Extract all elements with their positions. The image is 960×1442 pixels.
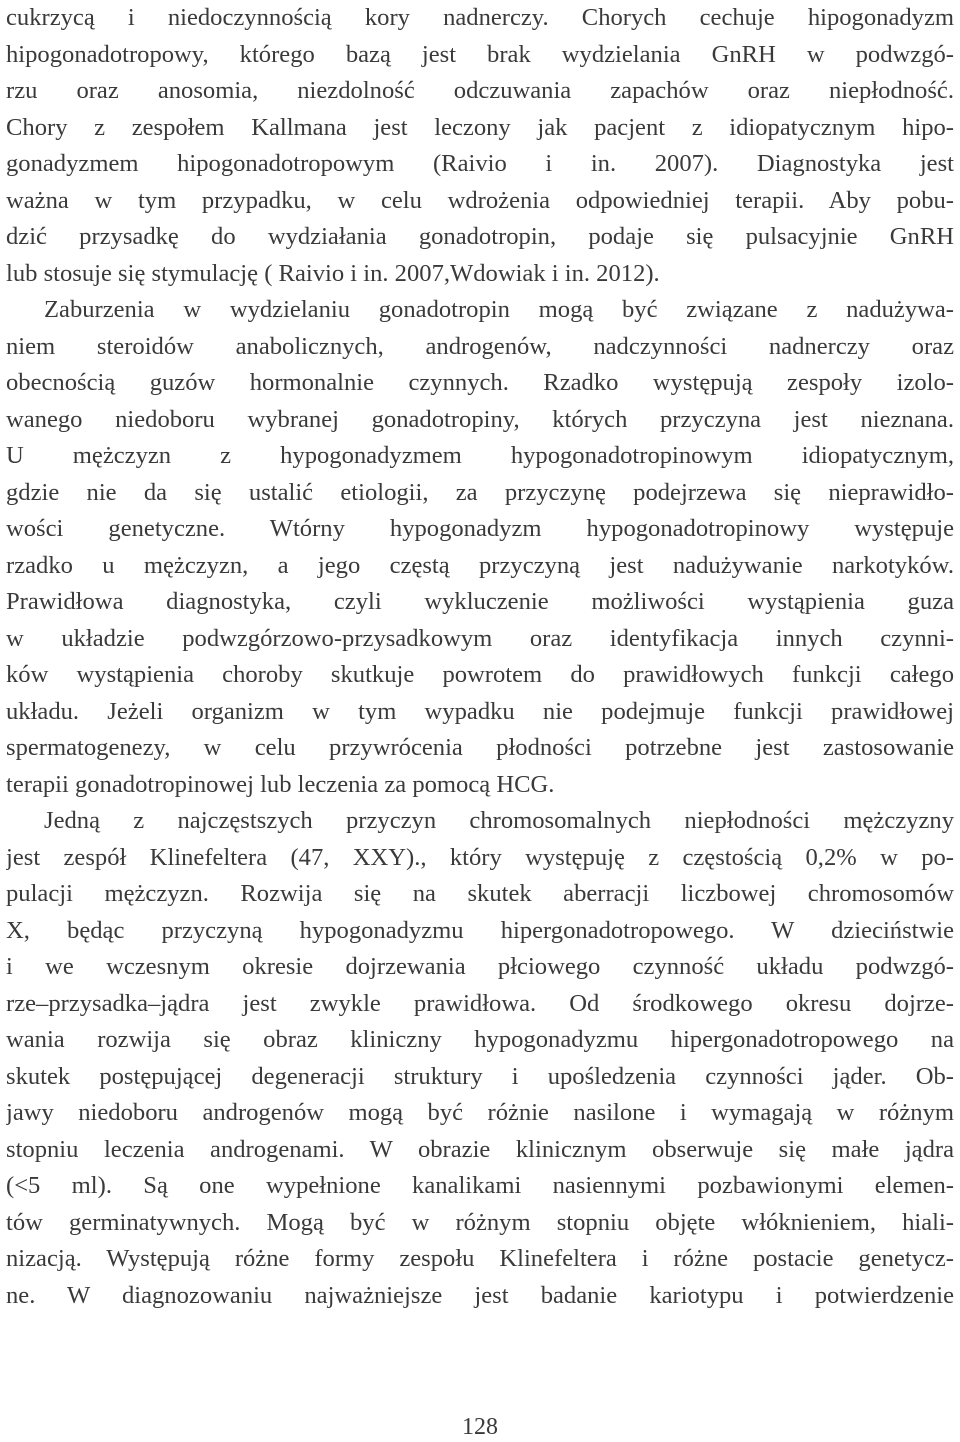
text-line: lub stosuje się stymulację ( Raivio i in. 2007,Wdowiak i in. 2012).: [6, 259, 660, 287]
text-line: wania rozwija się obraz kliniczny hypogonadyzmu hipergonadotropowego na: [6, 1026, 954, 1053]
text-line: pulacji mężczyzn. Rozwija się na skutek aberracji liczbowej chromosomów: [6, 880, 954, 907]
text-line: Jedną z najczęstszych przyczyn chromosomalnych niepłodności mężczyzny: [44, 807, 954, 834]
text-line: cukrzycą i niedoczynnością kory nadnerczy. Chorych cechuje hipogonadyzm: [6, 4, 954, 31]
text-line: obecnością guzów hormonalnie czynnych. Rzadko występują zespoły izolo-: [6, 369, 954, 396]
text-line: spermatogenezy, w celu przywrócenia płodności potrzebne jest zastosowanie: [6, 734, 954, 761]
text-line: rze–przysadka–jądra jest zwykle prawidłowa. Od środkowego okresu dojrze-: [6, 989, 954, 1017]
body-text: [6, 0, 954, 1314]
text-line: X, będąc przyczyną hypogonadyzmu hipergonadotropowego. W dzieciństwie: [6, 916, 954, 944]
text-line: terapii gonadotropinowej lub leczenia za pomocą HCG.: [6, 770, 555, 798]
text-line: i we wczesnym okresie dojrzewania płciowego czynność układu podwzgó-: [6, 953, 954, 980]
text-line: niem steroidów anabolicznych, androgenów, nadczynności nadnerczy oraz: [6, 332, 954, 360]
text-line: ważna w tym przypadku, w celu wdrożenia odpowiedniej terapii. Aby pobu-: [6, 186, 954, 214]
text-line: gdzie nie da się ustalić etiologii, za przyczynę podejrzewa się nieprawidło-: [6, 478, 954, 506]
text-line: tów germinatywnych. Mogą być w różnym stopniu objęte włóknieniem, hiali-: [6, 1208, 954, 1236]
text-line: układu. Jeżeli organizm w tym wypadku nie podejmuje funkcji prawidłowej: [6, 697, 954, 725]
text-line: Prawidłowa diagnostyka, czyli wykluczenie możliwości wystąpienia guza: [6, 588, 954, 615]
page-number: 128: [462, 1414, 498, 1440]
text-line: ków wystąpienia choroby skutkuje powrotem do prawidłowych funkcji całego: [6, 661, 954, 688]
text-line: jawy niedoboru androgenów mogą być różnie nasilone i wymagają w różnym: [6, 1099, 954, 1126]
text-line: skutek postępującej degeneracji struktury i upośledzenia czynności jąder. Ob-: [6, 1062, 954, 1090]
text-line: Chory z zespołem Kallmana jest leczony jak pacjent z idiopatycznym hipo-: [6, 113, 954, 141]
text-line: hipogonadotropowy, którego bazą jest brak wydzielania GnRH w podwzgó-: [6, 40, 954, 68]
text-line: rzu oraz anosomia, niezdolność odczuwania zapachów oraz niepłodność.: [6, 77, 954, 104]
text-line: (<5 ml). Są one wypełnione kanalikami nasiennymi pozbawionymi elemen-: [6, 1172, 954, 1199]
text-line: dzić przysadkę do wydziałania gonadotropin, podaje się pulsacyjnie GnRH: [6, 223, 954, 250]
document-page: [6, 0, 954, 1442]
text-line: U mężczyzn z hypogonadyzmem hypogonadotropinowym idiopatycznym,: [6, 442, 954, 469]
text-line: jest zespół Klinefeltera (47, XXY)., który występuję z częstością 0,2% w po-: [6, 843, 954, 871]
text-line: stopniu leczenia androgenami. W obrazie klinicznym obserwuje się małe jądra: [6, 1135, 954, 1163]
text-line: ne. W diagnozowaniu najważniejsze jest badanie kariotypu i potwierdzenie: [6, 1281, 954, 1309]
text-line: Zaburzenia w wydzielaniu gonadotropin mogą być związane z nadużywa-: [44, 296, 954, 323]
text-line: nizacją. Występują różne formy zespołu Klinefeltera i różne postacie genetycz-: [6, 1245, 954, 1272]
text-line: wości genetyczne. Wtórny hypogonadyzm hypogonadotropinowy występuje: [6, 515, 954, 542]
text-line: wanego niedoboru wybranej gonadotropiny, których przyczyna jest nieznana.: [6, 405, 954, 433]
text-line: w układzie podwzgórzowo-przysadkowym oraz identyfikacja innych czynni-: [6, 624, 954, 652]
text-line: rzadko u mężczyzn, a jego częstą przyczyną jest nadużywanie narkotyków.: [6, 551, 954, 579]
text-line: gonadyzmem hipogonadotropowym (Raivio i in. 2007). Diagnostyka jest: [6, 150, 954, 177]
